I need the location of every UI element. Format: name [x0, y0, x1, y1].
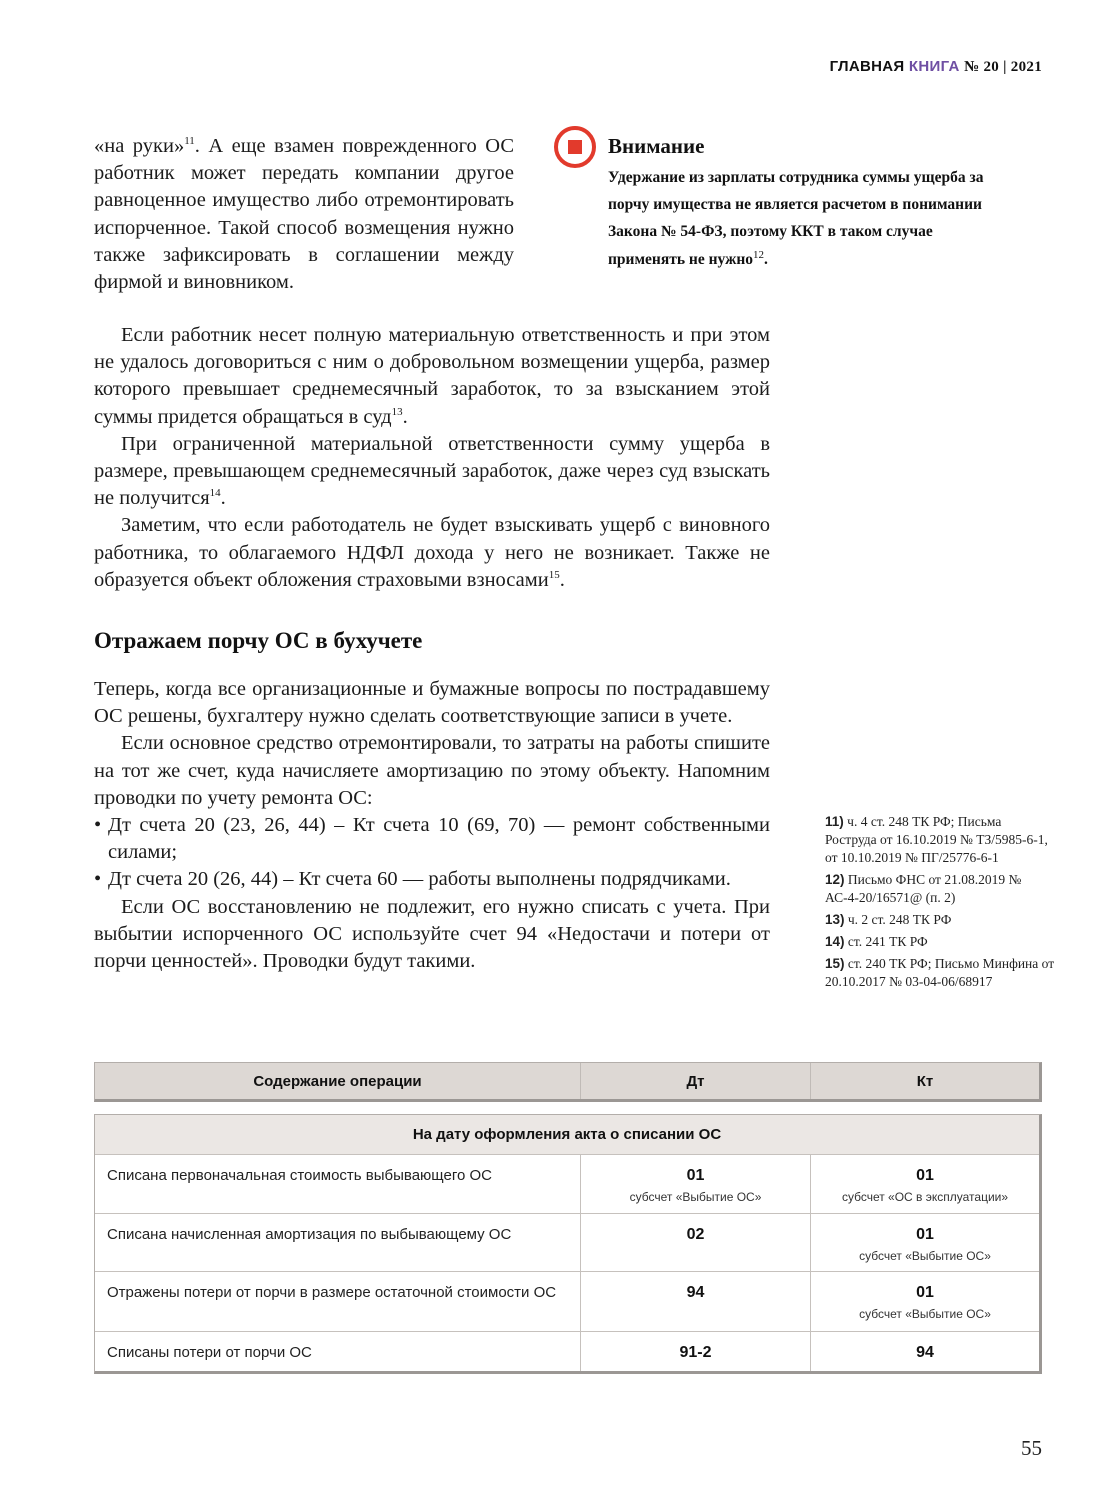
section-heading: Отражаем порчу ОС в бухучете: [94, 628, 423, 653]
punct: .: [220, 487, 226, 510]
paragraph: Если основное средство отремонтировали, то затраты на работы спишите на тот же счет, куда начисляете амортизацию по этому объекту. Напомним проводки по учету ремонта ОС:: [94, 732, 770, 809]
liability-paragraphs: [94, 322, 770, 594]
header-debit: Дт: [581, 1063, 811, 1099]
punct: .: [402, 405, 408, 428]
operation-cell: Списана начисленная амортизация по выбывающему ОС: [95, 1214, 581, 1271]
punct: .: [559, 568, 565, 591]
paragraph: [94, 322, 770, 431]
account-number: 02: [686, 1226, 705, 1243]
stop-icon: [554, 126, 596, 168]
paragraph: [94, 512, 770, 594]
account-number: 01: [686, 1167, 705, 1184]
account-number: 01: [916, 1284, 934, 1301]
footnote-text: Письмо ФНС от 21.08.2019 № АС-4-20/16571@ (п. 2): [825, 872, 1022, 905]
footnote-text: ст. 241 ТК РФ: [847, 934, 928, 949]
footnote-item: [825, 911, 1055, 929]
table-row: [95, 1214, 1039, 1272]
paragraph-text: Заметим, что если работодатель не будет взыскивать ущерб с виновного работника, то облагаемого НДФЛ дохода у него не возникает. Также не образуется объект обложения страховыми взносами: [94, 514, 770, 591]
header-credit: Кт: [916, 1072, 934, 1090]
callout-title: Внимание: [608, 134, 705, 158]
footnote-text: ч. 2 ст. 248 ТК РФ: [847, 912, 952, 927]
footnote-number: 15): [825, 956, 845, 971]
subaccount: субсчет «Выбытие ОС»: [629, 1190, 762, 1204]
intro-paragraph: [94, 133, 514, 296]
operation-cell: Отражены потери от порчи в размере остаточной стоимости ОС: [95, 1272, 581, 1331]
footnote-number: 14): [825, 934, 845, 949]
debit-cell: [581, 1155, 811, 1213]
credit-cell: [811, 1214, 1039, 1271]
footnote-ref[interactable]: 12: [753, 248, 765, 261]
subaccount: субсчет «ОС в эксплуатации»: [841, 1190, 1009, 1204]
entries-list: [94, 812, 770, 894]
subaccount: субсчет «Выбытие ОС»: [859, 1307, 991, 1321]
page-number: 55: [1021, 1436, 1042, 1460]
callout-body: Удержание из зарплаты сотрудника суммы ущерба за порчу имущества не является расчетом в понимании Закона № 54-ФЗ, поэтому ККТ в таком случае применять не нужно: [608, 169, 984, 268]
credit-cell: [811, 1332, 1039, 1371]
footnote-item: [825, 871, 1055, 907]
account-number: 94: [916, 1344, 934, 1361]
account-number: 01: [916, 1226, 934, 1243]
paragraph-text: При ограниченной материальной ответственности сумму ущерба в размере, превышающем среднемесячный заработок, даже через суд взыскать не получится: [94, 432, 770, 510]
table-row: [95, 1155, 1039, 1214]
operation-cell: Списаны потери от порчи ОС: [95, 1332, 581, 1371]
footnote-ref[interactable]: 13: [391, 405, 403, 418]
credit-cell: [811, 1155, 1039, 1213]
paragraph: [94, 431, 770, 513]
account-number: 01: [916, 1167, 934, 1184]
account-number: 94: [686, 1284, 705, 1301]
list-item: • Дт счета 20 (23, 26, 44) – Кт счета 10 (69, 70) — ремонт собственными силами;: [94, 812, 770, 866]
debit-cell: [581, 1272, 811, 1331]
paragraph-text: Если работник несет полную материальную ответственность и при этом не удалось договориться с ним о добровольном возмещении ущерба, размер которого превышает среднемесячный заработок, то за взысканием этой суммы придется обращаться в суд: [94, 324, 770, 428]
magazine-header: [830, 58, 1042, 76]
list-item: • Дт счета 20 (26, 44) – Кт счета 60 — работы выполнены подрядчиками.: [94, 866, 770, 893]
footnote-ref[interactable]: 15: [548, 569, 560, 581]
account-number: 91-2: [679, 1344, 712, 1361]
header-operation: Содержание операции: [95, 1063, 581, 1099]
footnote-item: [825, 933, 1055, 951]
operation-cell: Списана первоначальная стоимость выбывающего ОС: [95, 1155, 581, 1213]
footnote-number: 12): [825, 872, 845, 887]
table-row: [95, 1332, 1039, 1371]
intro-text: «на руки»: [94, 135, 185, 157]
footnote-ref[interactable]: 14: [209, 487, 221, 500]
table-header: [94, 1062, 1042, 1102]
footnote-text: ст. 240 ТК РФ; Письмо Минфина от 20.10.2017 № 03-04-06/68917: [825, 956, 1055, 989]
group-row: На дату оформления акта о списании ОС: [95, 1115, 1039, 1155]
credit-cell: [811, 1272, 1039, 1331]
brand-name-part2: КНИГА: [908, 58, 960, 75]
entries-table: [94, 1062, 1042, 1374]
intro-text-cont: . А еще взамен поврежденного ОС работник может передать компании другое равноценное имущество либо отремонтировать испорченное. Такой способ возмещения нужно также зафиксировать в соглашении между фирмой и виновником.: [94, 135, 514, 294]
callout-end: .: [764, 250, 768, 268]
debit-cell: [581, 1332, 811, 1371]
footnote-item: [825, 955, 1055, 991]
footnotes: [825, 813, 1055, 995]
footnote-number: 11): [825, 814, 844, 829]
brand-name-part1: ГЛАВНАЯ: [829, 58, 905, 75]
debit-cell: [581, 1214, 811, 1271]
callout-text: [608, 164, 1008, 273]
issue-number: № 20 | 2021: [964, 59, 1042, 75]
paragraph: Теперь, когда все организационные и бумажные вопросы по пострадавшему ОС решены, бухгалтеру нужно сделать соответствующие записи в учете.: [94, 678, 770, 728]
accounting-section: [94, 676, 770, 975]
footnote-item: [825, 813, 1055, 867]
footnote-text: ч. 4 ст. 248 ТК РФ; Письма Роструда от 16.10.2019 № ТЗ/5985-6-1, от 10.10.2019 № ПГ/25776-6-1: [825, 814, 1048, 865]
footnote-number: 13): [825, 912, 845, 927]
table-row: [95, 1272, 1039, 1332]
footnote-ref[interactable]: 11: [184, 135, 195, 148]
paragraph: Если ОС восстановлению не подлежит, его нужно списать с учета. При выбытии испорченного ОС используйте счет 94 «Недостачи и потери от порчи ценностей». Проводки будут такими.: [94, 895, 770, 973]
subaccount: субсчет «Выбытие ОС»: [859, 1249, 991, 1263]
table-body: [94, 1114, 1042, 1374]
